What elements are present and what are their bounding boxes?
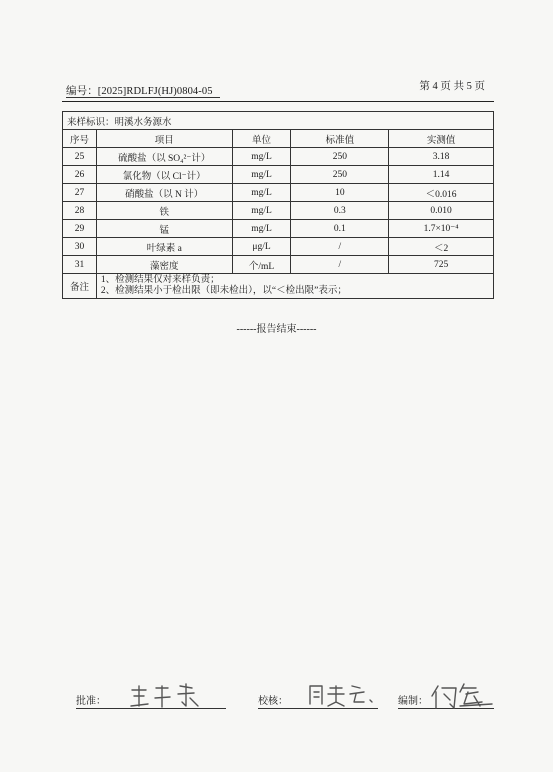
column-header: 标准值 [291,130,389,148]
cell-standard: / [291,238,389,256]
review-line [258,708,378,709]
sample-id-row [63,112,494,130]
note-line: 2、检测结果小于检出限（即未检出），以“＜检出限”表示； [100,286,347,296]
column-header: 实测值 [389,130,494,148]
cell-measured: ＜0.016 [389,184,494,202]
table-row [63,166,494,184]
note-line: 1、检测结果仅对来样负责； [100,275,220,285]
cell-standard: 0.1 [291,220,389,238]
header-row [63,130,494,148]
cell-item: 硫酸盐（以 SO₄²⁻计） [96,148,232,166]
cell-measured: ＜2 [389,238,494,256]
cell-no: 28 [63,202,97,220]
column-header: 项目 [96,130,232,148]
cell-standard: 0.3 [291,202,389,220]
report-code: 编号：[2025]RDLFJ(HJ)0804-05 [66,86,213,97]
cell-measured: 0.010 [389,202,494,220]
sample-id: 来样标识：明溪水务源水 [63,112,494,130]
report-code-underline [66,97,220,98]
cell-item: 硝酸盐（以 N 计） [96,184,232,202]
approve-signature [128,680,208,710]
cell-standard: 250 [291,166,389,184]
page-number: 第 4 页 共 5 页 [419,81,485,92]
notes-label: 备注 [63,274,97,299]
column-header: 单位 [232,130,291,148]
cell-no: 31 [63,256,97,274]
cell-unit: mg/L [232,202,291,220]
table-row [63,148,494,166]
cell-item: 叶绿素 a [96,238,232,256]
notes-row [63,274,494,299]
cell-standard: 250 [291,148,389,166]
cell-unit: 个/mL [232,256,291,274]
review-signature [306,682,376,708]
cell-no: 29 [63,220,97,238]
table-row [63,184,494,202]
cell-no: 25 [63,148,97,166]
cell-no: 27 [63,184,97,202]
cell-measured: 1.7×10⁻⁴ [389,220,494,238]
cell-unit: mg/L [232,184,291,202]
report-end: ------报告结束------ [236,324,317,335]
approve-label: 批准： [76,696,106,707]
cell-unit: mg/L [232,220,291,238]
cell-measured: 3.18 [389,148,494,166]
cell-measured: 1.14 [389,166,494,184]
table-row [63,220,494,238]
header-rule [62,101,494,102]
cell-unit: mg/L [232,148,291,166]
cell-unit: mg/L [232,166,291,184]
notes-content [96,274,493,299]
cell-item: 氯化物（以 Cl⁻计） [96,166,232,184]
cell-item: 铁 [96,202,232,220]
prepare-label: 编制： [398,696,428,707]
results-table [62,111,494,299]
cell-unit: μg/L [232,238,291,256]
cell-measured: 725 [389,256,494,274]
table-row [63,202,494,220]
column-header: 序号 [63,130,97,148]
cell-standard: / [291,256,389,274]
prepare-signature [430,680,496,710]
cell-item: 藻密度 [96,256,232,274]
cell-standard: 10 [291,184,389,202]
table-row [63,256,494,274]
cell-no: 30 [63,238,97,256]
cell-no: 26 [63,166,97,184]
table-row [63,238,494,256]
cell-item: 锰 [96,220,232,238]
review-label: 校核： [258,696,288,707]
